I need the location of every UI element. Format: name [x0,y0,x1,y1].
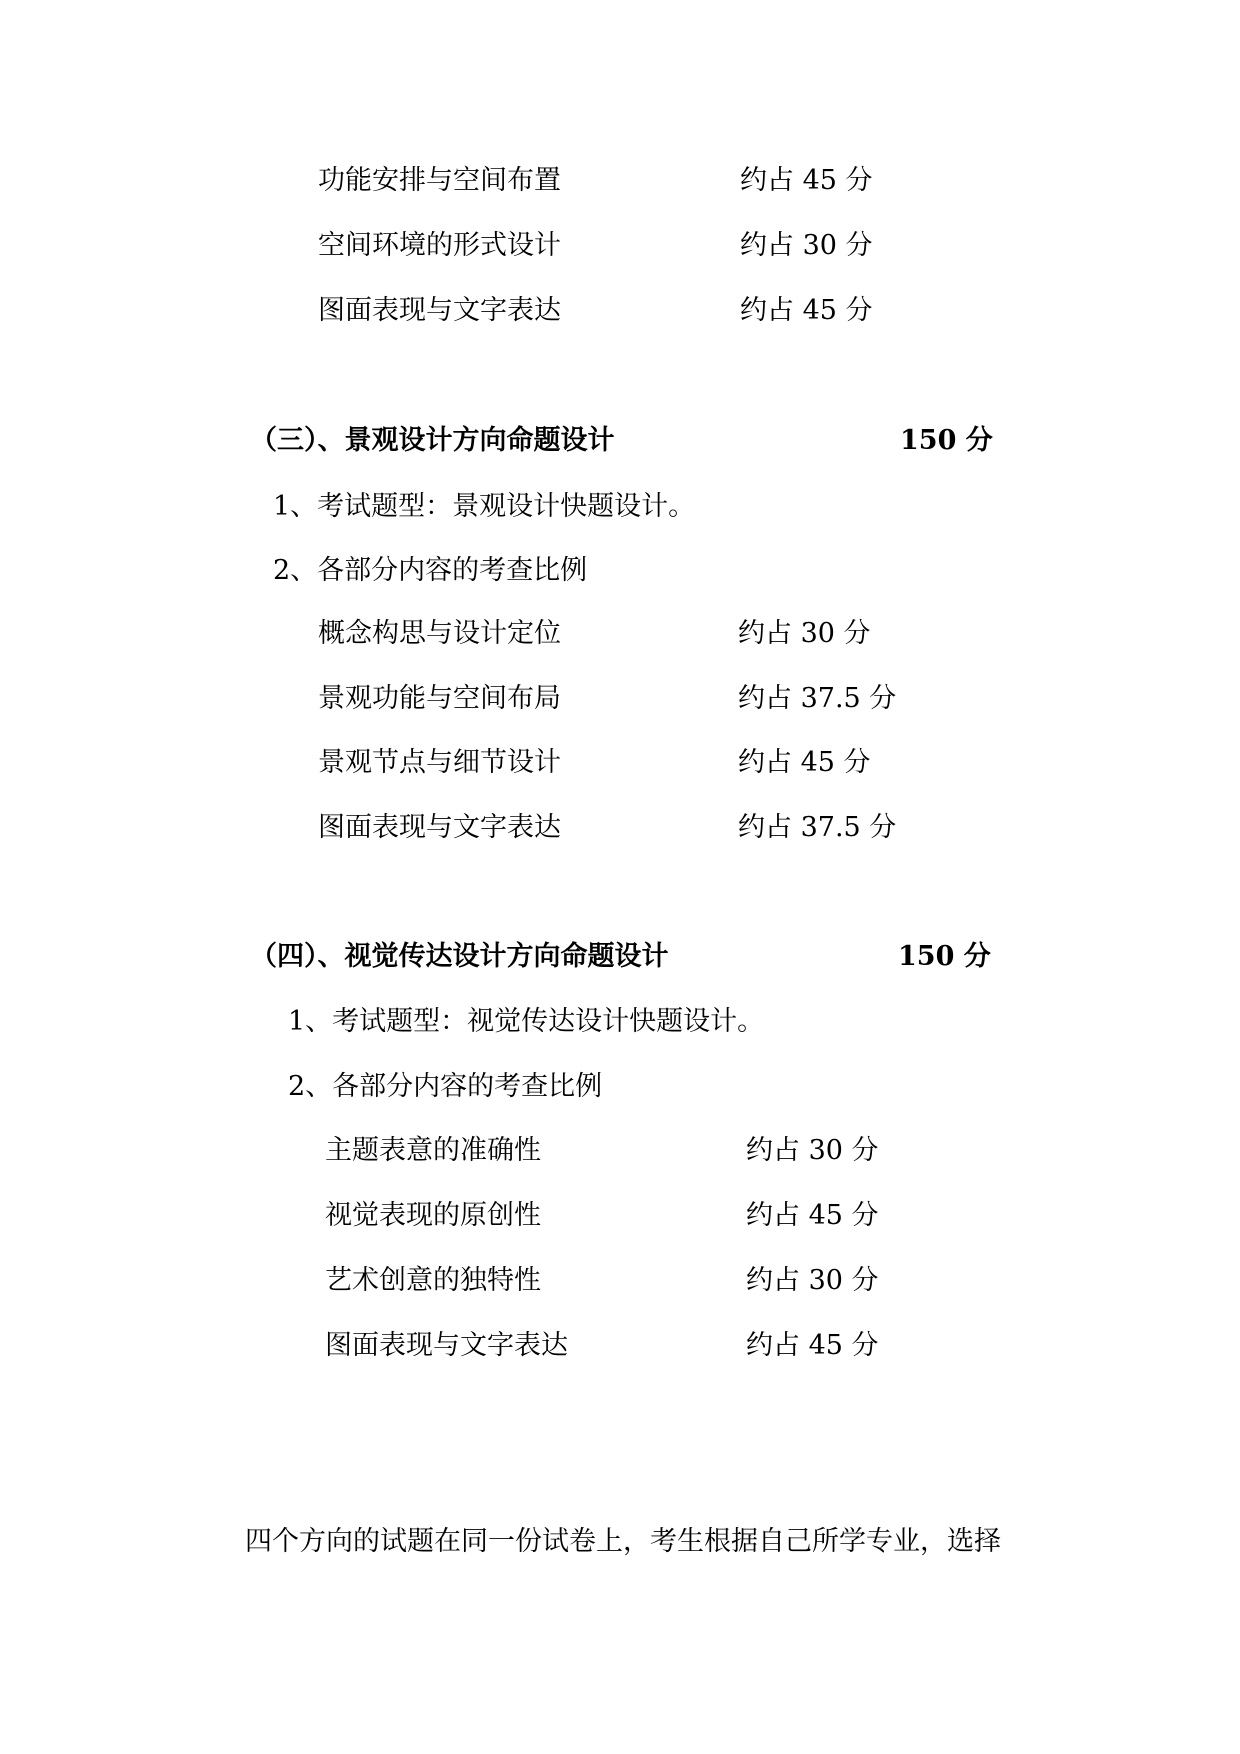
s3-item-3-score: 约占 45 分 [738,747,871,778]
footer-paragraph: 四个方向的试题在同一份试卷上，考生根据自己所学专业，选择 [245,1526,1001,1557]
section3-type-line: 1、考试题型：景观设计快题设计。 [273,491,696,522]
s4-item-1-score: 约占 30 分 [746,1135,879,1166]
s2-item-3-score: 约占 45 分 [740,295,873,326]
s2-item-1-score: 约占 45 分 [740,165,873,196]
s3-item-1-label: 概念构思与设计定位 [318,618,561,649]
section3-title: （三）、景观设计方向命题设计 [250,425,615,456]
s4-item-1-label: 主题表意的准确性 [325,1135,541,1166]
section4-total: 150 分 [898,941,991,972]
section4-type-line: 1、考试题型：视觉传达设计快题设计。 [288,1006,765,1037]
section3-total: 150 分 [900,425,993,456]
s3-item-4-score: 约占 37.5 分 [738,812,897,843]
s4-item-3-label: 艺术创意的独特性 [325,1265,541,1296]
s3-item-1-score: 约占 30 分 [738,618,871,649]
s3-item-2-label: 景观功能与空间布局 [318,683,561,714]
s3-item-3-label: 景观节点与细节设计 [318,747,561,778]
s4-item-4-score: 约占 45 分 [746,1330,879,1361]
s4-item-3-score: 约占 30 分 [746,1265,879,1296]
section4-ratio-line: 2、各部分内容的考查比例 [288,1071,603,1102]
s2-item-2-label: 空间环境的形式设计 [318,230,561,261]
s2-item-2-score: 约占 30 分 [740,230,873,261]
s4-item-2-score: 约占 45 分 [746,1200,879,1231]
s4-item-4-label: 图面表现与文字表达 [325,1330,568,1361]
s4-item-2-label: 视觉表现的原创性 [325,1200,541,1231]
section4-title: （四）、视觉传达设计方向命题设计 [250,941,669,972]
s2-item-1-label: 功能安排与空间布置 [318,165,561,196]
s3-item-2-score: 约占 37.5 分 [738,683,897,714]
s3-item-4-label: 图面表现与文字表达 [318,812,561,843]
section3-ratio-line: 2、各部分内容的考查比例 [273,555,588,586]
s2-item-3-label: 图面表现与文字表达 [318,295,561,326]
